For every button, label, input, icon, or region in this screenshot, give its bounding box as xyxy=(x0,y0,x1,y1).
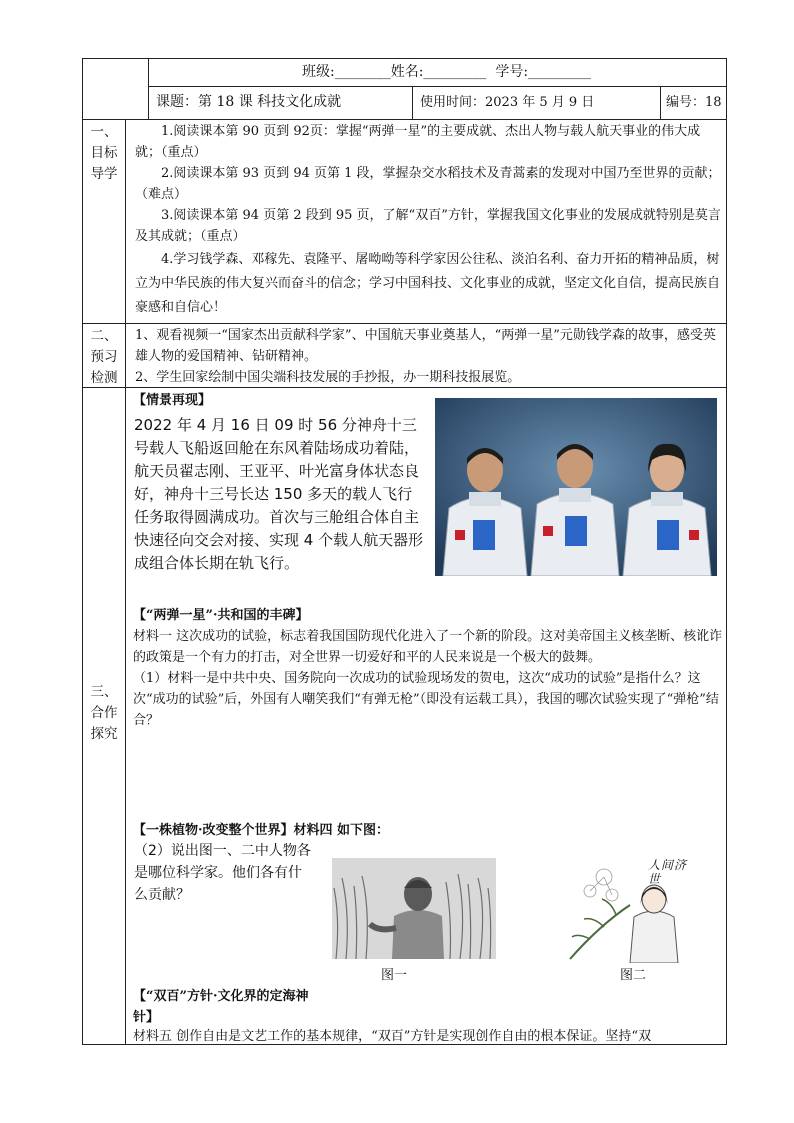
material-1: 材料一 这次成功的试验，标志着我国国防现代化进入了一个新的阶段。这对美帝国主义核垄断、核讹诈的政策是一个有力的打击，对全世界一切爱好和平的人民来说是一个极大的鼓舞。 xyxy=(133,629,723,665)
table-border-right xyxy=(726,58,727,1045)
section-label-preview: 二、 预习 检测 xyxy=(90,328,118,386)
section-label-explore: 三、 合作 探究 xyxy=(90,684,118,742)
two-bombs-title: 【“两弹一星”·共和国的丰碑】 xyxy=(133,608,309,623)
material-5: 材料五 创作自由是文艺工作的基本规律，“双百”方针是实现创作自由的根本保证。坚持“双 xyxy=(133,1029,652,1044)
figure-2-caption: 图二 xyxy=(620,968,647,983)
figure-1-caption: 图一 xyxy=(381,968,408,983)
row-divider-1 xyxy=(82,119,727,120)
rice-scientist-photo xyxy=(332,858,496,959)
goal-item-4: 4.学习钱学森、邓稼先、袁隆平、屠呦呦等科学家因公往私、淡泊名利、奋力开拓的精神品质，树立为中华民族的伟大复兴而奋斗的信念；学习中国科技、文化事业的成就，坚定文化自信，提高民族自豪感和自信心！ xyxy=(135,252,721,315)
preview-item-2: 2、学生回家绘制中国尖端科技发展的手抄报，办一期科技报展览。 xyxy=(135,370,521,385)
usage-date: 使用时间：2023 年 5 月 9 日 xyxy=(420,95,595,110)
plant-title: 【一株植物·改变整个世界】材料四 如下图： xyxy=(133,823,390,838)
astronauts-photo xyxy=(435,398,717,576)
question-2: （2）说出图一、二中人物各是哪位科学家。他们各有什么贡献？ xyxy=(134,843,311,903)
class-name-id-line: 班级:________姓名:_________ 学号:_________ xyxy=(302,64,592,80)
row-divider-2 xyxy=(82,323,727,324)
goal-item-2: 2.阅读课本第 93 页到 94 页第 1 段，掌握杂交水稻技术及青蒿素的发现对中国乃至世界的贡献；（难点） xyxy=(135,166,721,202)
scene-text: 2022 年 4 月 16 日 09 时 56 分神舟十三号载人飞船返回舱在东风着陆场成功着陆，航天员翟志刚、王亚平、叶光富身体状态良好，神舟十三号长达 150 多天的载人飞行任务取得圆满成功。首次与三舱组合体自主快速径向交会对接、实现 4 个载人航天器形成组合体长期在轨飞行。 xyxy=(134,416,424,572)
doc-number: 编号：18 xyxy=(666,95,722,110)
date-col-divider xyxy=(412,86,413,120)
question-1: （1）材料一是中共中央、国务院向一次成功的试验现场发的贺电，这次“成功的试验”是指什么？这次“成功的试验”后，外国有人嘲笑我们“有弹无枪”（即没有运载工具），我国的哪次试验实现了“弹枪”结合？ xyxy=(133,671,719,728)
table-border-top xyxy=(82,58,727,59)
section-label-goals: 一、 目标 导学 xyxy=(90,124,118,182)
preview-item-1: 1、观看视频一“国家杰出贡献科学家”、中国航天事业奠基人，“两弹一星”元勋钱学森的故事，感受英雄人物的爱国精神、钻研精神。 xyxy=(135,328,716,364)
goal-item-1: 1.阅读课本第 90 页到 92页：掌握“两弹一星”的主要成就、杰出人物与载人航天事业的伟大成就；（重点） xyxy=(135,124,701,160)
figure-2-inscription: 人间济世 xyxy=(648,858,688,886)
header-col-divider xyxy=(148,58,149,120)
label-col-divider xyxy=(125,119,126,1045)
header-row-divider xyxy=(148,86,727,87)
table-border-left xyxy=(82,58,83,1045)
lesson-topic: 课题：第 18 课 科技文化成就 xyxy=(156,94,342,110)
number-col-divider xyxy=(660,86,661,120)
goal-item-3: 3.阅读课本第 94 页第 2 段到 95 页，了解“双百”方针，掌握我国文化事业的发展成就特别是莫言及其成就；（重点） xyxy=(135,208,721,244)
double-hundred-title: 【“双百”方针·文化界的定海神针】 xyxy=(133,989,309,1025)
scene-title: 【情景再现】 xyxy=(133,393,212,408)
